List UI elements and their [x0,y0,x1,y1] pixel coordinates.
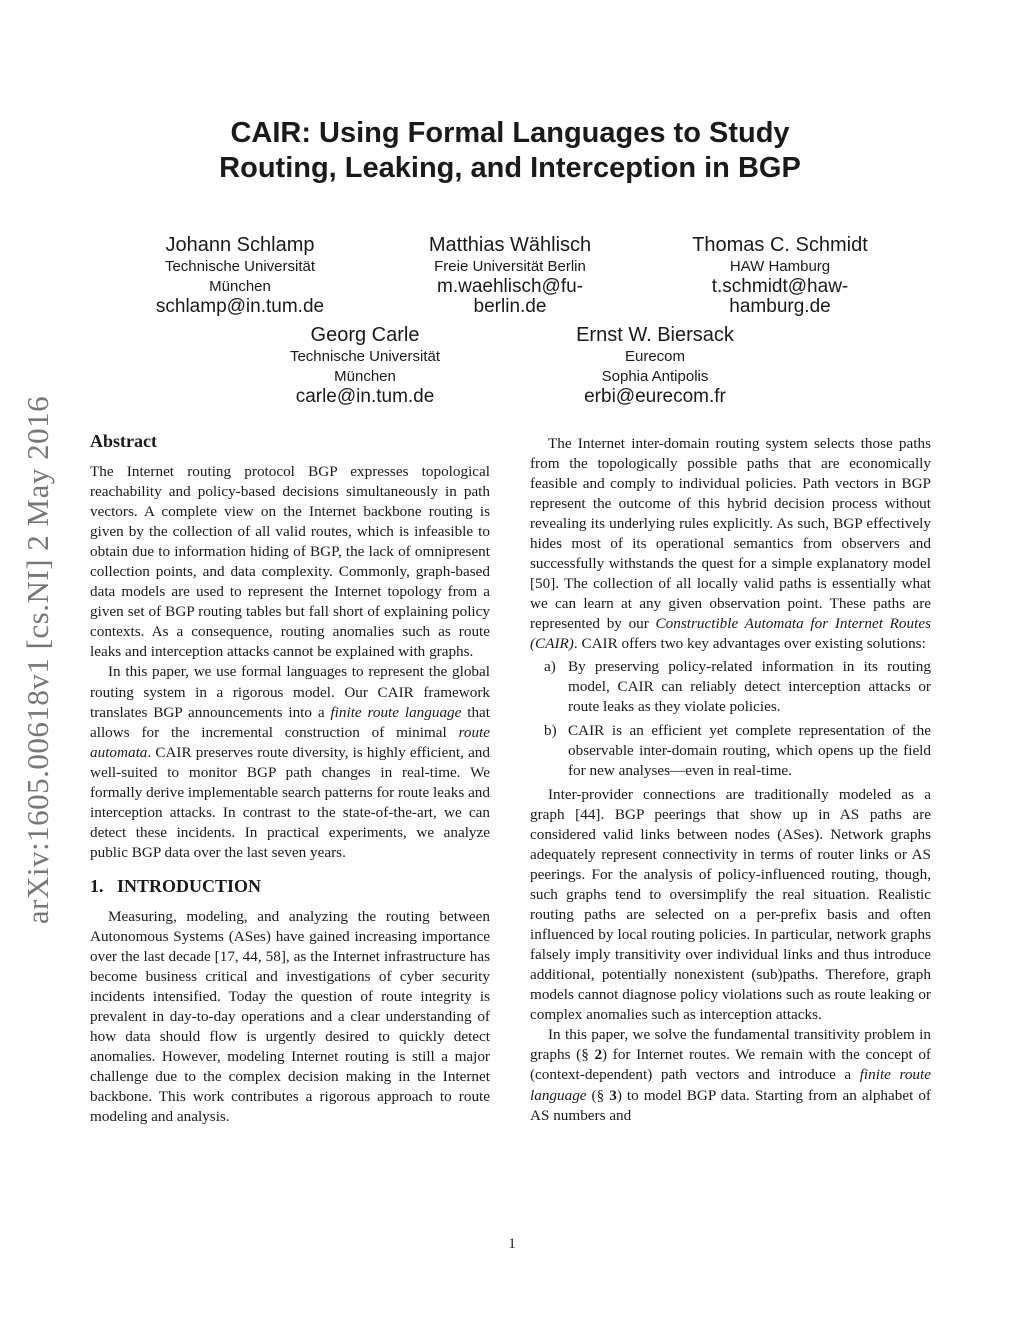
list-item-label: b) [544,721,557,739]
arxiv-identifier-text[interactable]: arXiv:1605.00618v1 [cs.NI] 2 May 2016 [20,395,55,925]
author-name: Georg Carle [310,324,420,346]
right-column [530,434,931,1126]
body-text: In this paper, we solve the fundamental transitivity problem in graphs (§ [530,1026,931,1064]
section-reference[interactable]: 2 [594,1046,603,1064]
body-text: ) for Internet routes. We remain with the concept of (context-dependent) path vectors and introduce a [530,1046,931,1084]
author-block-schmidt [660,233,900,317]
paper-title [150,116,870,186]
abstract-text: In this paper, we use formal languages to represent the global routing system in a rigorous model. Our CAIR framework translates BGP announcements into a [90,663,490,721]
abstract-heading: Abstract [90,431,157,451]
author-name: Thomas C. Schmidt [692,234,868,256]
author-affiliation: Technische Universität [164,258,316,275]
author-email-line2[interactable]: berlin.de [473,296,547,317]
abstract-paragraph-1: The Internet routing protocol BGP expresses topological reachability and policy-based decisions simultaneously in path vectors. A complete view on the Internet backbone routing is given by the collection of all valid routes, which is infeasible to obtain due to information hiding of BGP, the lack of omnipresent collection points, and data complexity. Commonly, graph-based data models are used to represent the Internet topology from a given set of BGP routing tables but fall short of explaining policy contexts. As a consequence, routing anomalies such as route leaks and interception attacks cannot be explained with graphs. [90,463,490,661]
title-line-2: Routing, Leaking, and Interception in BGP [219,152,801,184]
abstract-text: that allows for the incremental construction of minimal [90,703,491,741]
author-affiliation-line2: München [209,278,271,295]
list-item-text: By preserving policy-related information in its routing model, CAIR can reliably detect interception attacks or route leaks as they violate policies. [568,657,931,715]
author-block-biersack [535,323,775,407]
body-text: ) to model BGP data. Starting from an alphabet of AS numbers and [530,1086,931,1124]
author-email[interactable]: carle@in.tum.de [295,386,435,407]
author-affiliation: HAW Hamburg [729,258,831,275]
author-name: Ernst W. Biersack [576,324,734,346]
author-email[interactable]: schlamp@in.tum.de [155,296,325,317]
list-item [530,657,931,717]
intro-paragraph-3: Inter-provider connections are traditionally modeled as a graph [44]. BGP peerings that show up in AS paths are considered valid links between nodes (ASes). Network graphs adequately represent connectivity in terms of router links or AS peerings. For the analysis of policy-influenced routing, though, such graphs tend to oversimplify the real situation. Realistic routing paths are selected on a per-prefix basis and often influenced by local routing policies. In particular, network graphs falsely imply transitivity over individual links and thus introduce additional, potentially nonexistent (sub)paths. Therefore, graph models cannot diagnose policy violations such as route leaking or complex anomalies such as interception attacks. [530,785,931,1024]
abstract-emphasis: finite route language [330,703,462,721]
author-block-schlamp [120,233,360,317]
author-block-carle [245,323,485,407]
abstract-paragraph-2 [90,662,490,862]
list-item [530,721,931,781]
intro-paragraph-2 [530,434,931,655]
list-item-label: a) [544,657,556,675]
section-reference[interactable]: 3 [609,1086,617,1104]
introduction-paragraph-1: Measuring, modeling, and analyzing the routing between Autonomous Systems (ASes) have gained increasing importance over the last decade [17, 44, 58], as the Internet infrastructure has become business critical and investigations of cyber security incidents intensified. Today the question of route integrity is prevalent in day-to-day operations and a clear understanding of how data should flow is urgently desired to quickly detect anomalies. However, modeling Internet routing is still a major challenge due to the complex decision making in the Internet backbone. This work contributes a rigorous approach to route modeling and analysis. [90,907,490,1126]
author-affiliation: Technische Universität [289,348,441,365]
abstract-text: . CAIR preserves route diversity, is highly efficient, and well-suited to monitor BGP path changes in real-time. We formally derive implementable search patterns for route leaks and interception attacks. In contrast to the state-of-the-art, we can detect these incidents. In practical experiments, we analyze public BGP data over the last seven years. [90,743,490,861]
body-emphasis: finite route language [530,1066,931,1104]
author-name: Matthias Wählisch [428,234,592,256]
left-column [90,430,490,1127]
page-number: 1 [508,1236,516,1252]
author-email-line2[interactable]: hamburg.de [729,296,831,317]
title-line-1: CAIR: Using Formal Languages to Study [230,117,790,149]
body-text: (§ [586,1086,610,1104]
author-email[interactable]: erbi@eurecom.fr [584,386,726,407]
body-emphasis: Constructible Automata for Internet Routes (CAIR) [530,615,931,653]
introduction-heading: 1. INTRODUCTION [90,875,262,896]
author-block-waehlisch [390,233,630,317]
author-affiliation-line2: München [334,368,396,385]
list-item-text: CAIR is an efficient yet complete representation of the observable inter-domain routing, which opens up the field for new analyses—even in real-time. [568,721,931,779]
intro-paragraph-4 [530,1025,931,1125]
author-affiliation-line2: Sophia Antipolis [601,368,709,385]
abstract-emphasis: route automata [90,723,490,761]
author-email[interactable]: m.waehlisch@fu- [437,276,583,297]
body-text: . CAIR offers two key advantages over existing solutions: [573,635,926,653]
advantages-list [530,657,931,781]
author-name: Johann Schlamp [165,234,315,256]
body-text: The Internet inter-domain routing system selects those paths from the topologically possible paths that are economically feasible and comply to individual policies. Path vectors in BGP represent the outcome of this hybrid decision process without revealing its underlying rules explicitly. As such, BGP effectively hides most of its operational semantics from observers and successfully withstands the quest for a simple explanatory model [50]. The collection of all locally valid paths is essentially what we can learn at any given observation point. These paths are represented by our [530,435,931,633]
author-affiliation: Freie Universität Berlin [434,258,586,275]
author-affiliation: Eurecom [624,348,686,365]
author-email[interactable]: t.schmidt@haw- [711,276,849,297]
